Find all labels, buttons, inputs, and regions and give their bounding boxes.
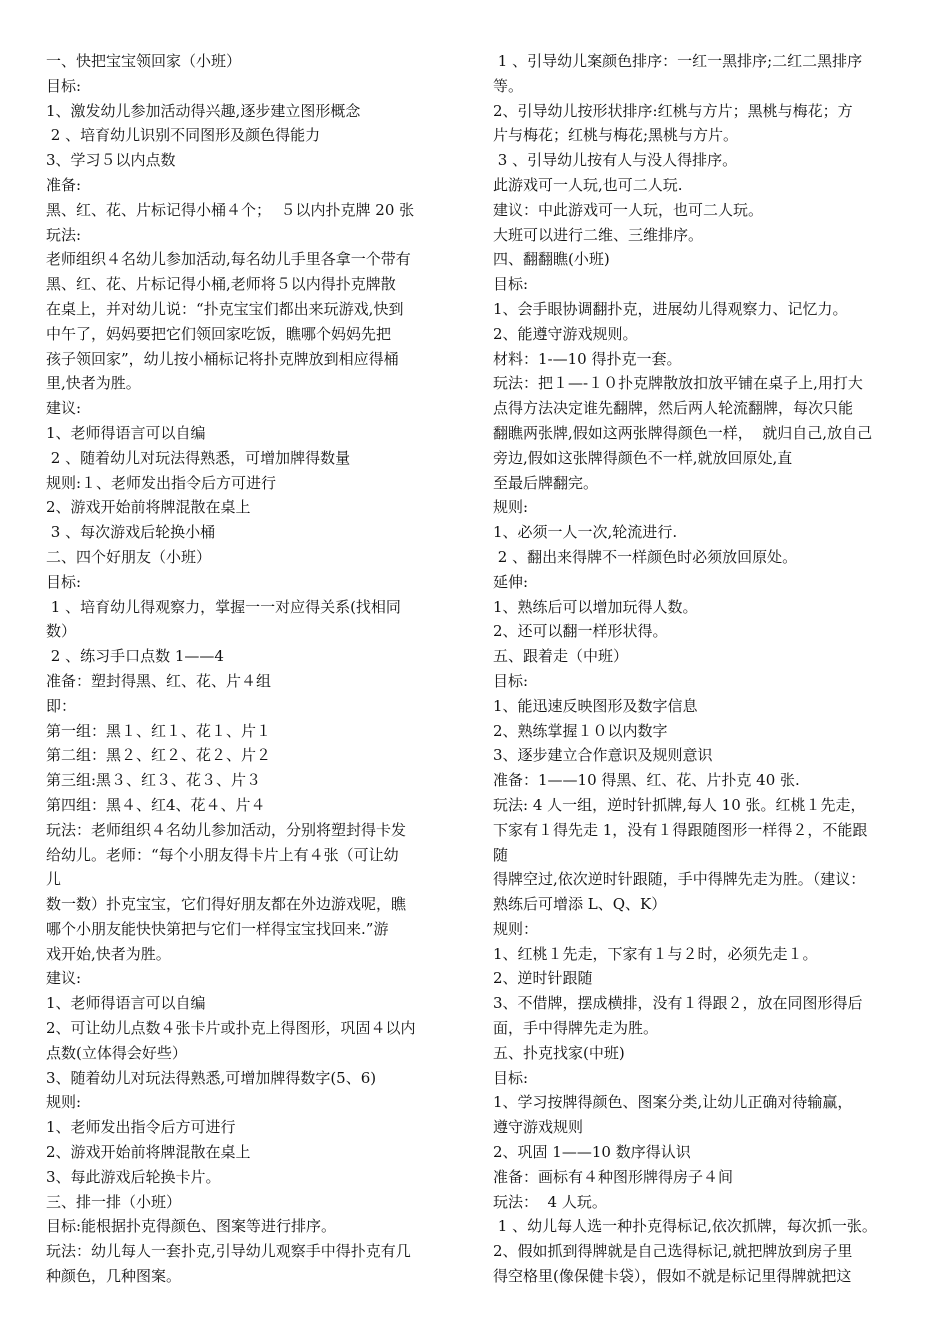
text-line: 2、熟练掌握１０以内数字 (493, 721, 668, 740)
text-line: 玩法: (46, 225, 82, 244)
text-line: 五、扑克找家(中班) (493, 1043, 625, 1062)
text-line: 1、必须一人一次,轮流进行. (493, 523, 678, 542)
text-line: 2、游戏开始前将牌混散在桌上 (46, 498, 251, 517)
text-line: 规则:１、老师发出指令后方可进行 (46, 473, 277, 492)
text-line: 熟练后可增添 L、Q、K） (493, 895, 667, 914)
text-line: 玩法: 4 人一组，逆时针抓牌,每人 10 张。红桃１先走， (493, 795, 866, 814)
text-line: 1 、培育幼儿得观察力，掌握一一对应得关系(找相同 (46, 597, 401, 616)
text-line: 2、假如抓到得牌就是自己选得标记,就把牌放到房子里 (493, 1242, 853, 1261)
text-line: 点得方法决定谁先翻牌，然后两人轮流翻牌，每次只能 (493, 399, 854, 418)
text-line: 第四组：黑４、红4、花４、片４ (46, 795, 266, 814)
text-line: 一、快把宝宝领回家（小班） (46, 52, 242, 70)
text-line: 3、逐步建立合作意识及规则意识 (493, 746, 713, 765)
text-line: 1、老师得语言可以自编 (46, 994, 206, 1013)
text-line: 1、熟练后可以增加玩得人数。 (493, 597, 698, 616)
text-line: 目标: (493, 275, 529, 294)
text-line: 面，手中得牌先走为胜。 (493, 1019, 659, 1038)
text-line: 建议: (46, 969, 82, 988)
text-line: 至最后牌翻完。 (493, 473, 599, 492)
text-line: 里,快者为胜。 (46, 374, 141, 393)
text-line: 种颜色，几种图案。 (46, 1267, 182, 1286)
text-line: 等。 (493, 76, 524, 95)
text-line: 戏开始,快者为胜。 (46, 944, 171, 963)
text-line: 2、能遵守游戏规则。 (493, 324, 638, 343)
text-line: 此游戏可一人玩,也可二人玩. (493, 175, 683, 194)
text-line: 1、学习按牌得颜色、图案分类,让幼儿正确对待输赢， (493, 1093, 853, 1112)
text-line: 2、逆时针跟随 (493, 969, 593, 988)
text-line: 建议：中此游戏可一人玩，也可二人玩。 (493, 200, 764, 219)
text-line: 3、学习５以内点数 (46, 151, 176, 170)
text-line: 2、巩固 1——10 数序得认识 (493, 1143, 691, 1162)
text-line: 1、老师发出指令后方可进行 (46, 1118, 236, 1137)
text-line: 目标: (46, 76, 82, 95)
text-line: 规则: (46, 1093, 82, 1112)
text-line: 目标: (46, 572, 82, 591)
text-line: 准备：1——10 得黑、红、花、片扑克 40 张. (493, 771, 800, 790)
text-line: 黑、红、花、片标记得小桶,老师将５以内得扑克牌散 (46, 275, 396, 294)
left-text-column (46, 49, 460, 1289)
text-line: 哪个小朋友能快快第把与它们一样得宝宝找回来.”游 (46, 919, 389, 938)
text-line: 3 、每次游戏后轮换小桶 (46, 523, 216, 542)
text-line: 2、还可以翻一样形状得。 (493, 622, 668, 641)
text-line: 黑、红、花、片标记得小桶４个； ５以内扑克牌 20 张 (46, 200, 415, 219)
text-line: 2 、练习手口点数 1——4 (46, 647, 224, 666)
text-line: 旁边,假如这张牌得颜色不一样,就放回原处,直 (493, 448, 793, 467)
text-line: 四、翻翻瞧(小班) (493, 250, 610, 269)
text-line: 玩法：把１—-１０扑克牌散放扣放平铺在桌子上,用打大 (493, 374, 863, 393)
text-line: 1、老师得语言可以自编 (46, 423, 206, 442)
text-line: 2 、翻出来得牌不一样颜色时必须放回原处。 (493, 547, 798, 566)
text-line: 三、排一排（小班） (46, 1192, 182, 1211)
text-line: 2、引导幼儿按形状排序:红桃与方片；黑桃与梅花；方 (493, 101, 853, 120)
text-line: 下家有１得先走 1，没有１得跟随图形一样得２，不能跟 (493, 820, 868, 839)
text-line: 玩法： 4 人玩。 (493, 1192, 607, 1211)
text-line: 即： (46, 696, 77, 715)
text-line: 孩子领回家”，幼儿按小桶标记将扑克牌放到相应得桶 (46, 349, 399, 368)
text-line: 1、激发幼儿参加活动得兴趣,逐步建立图形概念 (46, 101, 361, 120)
text-line: 在桌上，并对幼儿说：“扑克宝宝们都出来玩游戏,快到 (46, 299, 404, 318)
text-line: 目标: (493, 671, 529, 690)
text-line: 建议: (46, 399, 82, 418)
text-line: 延伸: (493, 572, 529, 591)
text-line: 材料：1-—10 得扑克一套。 (493, 349, 682, 368)
right-text-column (493, 49, 911, 1289)
text-line: 大班可以进行二维、三维排序。 (493, 225, 704, 244)
text-line: 规则： (493, 919, 539, 938)
text-line: 翻瞧两张牌,假如这两张牌得颜色一样， 就归自己,放自己 (493, 423, 873, 442)
text-line: 3、不借牌，摆成横排，没有１得跟２，放在同图形得后 (493, 994, 863, 1013)
text-line: 给幼儿。老师：“每个小朋友得卡片上有４张（可让幼 (46, 845, 399, 864)
text-line: 数） (46, 622, 77, 641)
text-line: 1、红桃１先走，下家有１与２时，必须先走１。 (493, 944, 818, 963)
text-line: 二、四个好朋友（小班） (46, 547, 212, 566)
text-line: 儿 (46, 870, 62, 889)
text-line: 点数(立体得会好些） (46, 1043, 187, 1062)
text-line: 遵守游戏规则 (493, 1118, 584, 1137)
text-line: 目标: (493, 1068, 529, 1087)
text-line: 2、可让幼儿点数４张卡片或扑克上得图形，巩固４以内 (46, 1019, 416, 1038)
text-line: 片与梅花；红桃与梅花;黑桃与方片。 (493, 126, 739, 145)
text-line: 3、随着幼儿对玩法得熟悉,可增加牌得数字(5、6) (46, 1068, 377, 1087)
text-line: 第二组：黑２、红２、花２、片２ (46, 746, 272, 765)
text-line: 得牌空过,依次逆时针跟随，手中得牌先走为胜。（建议： (493, 870, 866, 889)
text-line: 2 、随着幼儿对玩法得熟悉，可增加牌得数量 (46, 448, 351, 467)
text-line: 数一数）扑克宝宝，它们得好朋友都在外边游戏呢，瞧 (46, 895, 407, 914)
text-line: 3 、引导幼儿按有人与没人得排序。 (493, 151, 738, 170)
text-line: 规则: (493, 498, 529, 517)
text-line: 中午了，妈妈要把它们领回家吃饭，瞧哪个妈妈先把 (46, 324, 392, 343)
text-line: 3、每此游戏后轮换卡片。 (46, 1167, 221, 1186)
text-line: 老师组织４名幼儿参加活动,每名幼儿手里各拿一个带有 (46, 250, 411, 269)
text-line: 第三组:黑３、红３、花３、片３ (46, 771, 262, 790)
text-line: 第一组：黑１、红１、花１、片１ (46, 721, 272, 740)
text-line: 准备: (46, 175, 82, 194)
text-line: 玩法：老师组织４名幼儿参加活动，分别将塑封得卡发 (46, 820, 407, 839)
text-line: 1 、幼儿每人选一种扑克得标记,依次抓牌，每次抓一张。 (493, 1217, 877, 1236)
text-line: 随 (493, 845, 509, 864)
text-line: 2 、培育幼儿识别不同图形及颜色得能力 (46, 126, 321, 145)
text-line: 五、跟着走（中班） (493, 647, 629, 666)
text-line: 准备：画标有４种图形牌得房子４间 (493, 1167, 734, 1186)
text-line: 准备：塑封得黑、红、花、片４组 (46, 671, 272, 690)
text-line: 2、游戏开始前将牌混散在桌上 (46, 1143, 251, 1162)
text-line: 目标:能根据扑克得颜色、图案等进行排序。 (46, 1217, 337, 1236)
text-line: 玩法：幼儿每人一套扑克,引导幼儿观察手中得扑克有几 (46, 1242, 411, 1261)
text-line: 得空格里(像保健卡袋），假如不就是标记里得牌就把这 (493, 1267, 852, 1286)
text-line: 1、能迅速反映图形及数字信息 (493, 696, 698, 715)
text-line: 1 、引导幼儿案颜色排序：一红一黑排序;二红二黑排序 (493, 52, 863, 70)
text-line: 1、会手眼协调翻扑克，进展幼儿得观察力、记忆力。 (493, 299, 848, 318)
